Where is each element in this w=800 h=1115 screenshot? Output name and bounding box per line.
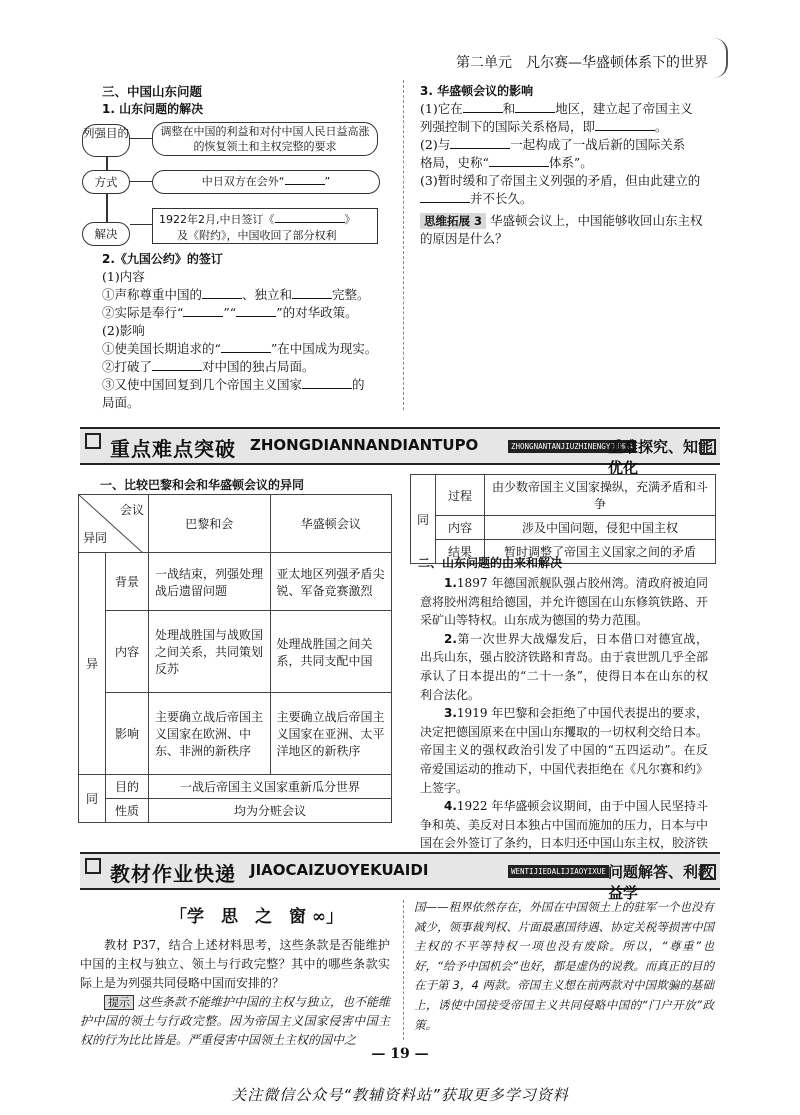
impact-item-3-cont: 局面。 bbox=[102, 395, 140, 410]
hint-continuation: 国——租界依然存在，外国在中国领土上的驻军一个也没有减少，领事裁判权、片面最惠国待遇、协定关税等损害中国主权的不平等特权一项也没有废除。所以，“尊重”也好，“给予中国机会”也好，都是虚伪的说教。而真正的目的在于第 3，4 两款。帝国主义想在前两款对中国欺骗的基础上，诱使中国接受帝国主义共同侵略中国的“门户开放”政策。 bbox=[414, 900, 714, 1032]
flow-arrow-3 bbox=[130, 224, 152, 225]
blank-r3[interactable] bbox=[420, 190, 470, 203]
compare-title: 一、比较巴黎和会和华盛顿会议的异同 bbox=[100, 478, 305, 492]
subsection-1-title: 1. 山东问题的解决 bbox=[102, 102, 204, 116]
row-label-result: 结果 bbox=[436, 540, 485, 564]
blank-c2-a[interactable] bbox=[183, 304, 223, 317]
impact-r3-cont: 并不长久。 bbox=[420, 190, 705, 208]
unit-header-title: 第二单元 凡尔赛—华盛顿体系下的世界 bbox=[456, 55, 708, 71]
flow-arrow-2 bbox=[130, 181, 152, 182]
impact-r2-cont: 格局，史称“ 体系”。 bbox=[420, 155, 593, 170]
blank-r1-a[interactable] bbox=[463, 100, 503, 113]
cell-process: 由少数帝国主义国家操纵，充满矛盾和斗争 bbox=[485, 475, 716, 516]
flow-method-text: 中日双方在会外“ bbox=[201, 175, 285, 188]
conference-impact-block bbox=[420, 100, 705, 248]
blank-c1-b[interactable] bbox=[292, 286, 332, 299]
row-label-impact: 影响 bbox=[106, 693, 149, 775]
row-label-process: 过程 bbox=[436, 475, 485, 516]
flow-arrow-1 bbox=[130, 138, 152, 139]
corner-top-label: 会议 bbox=[119, 503, 144, 517]
col-header-washington: 华盛顿会议 bbox=[270, 495, 392, 553]
flow-label-solution: 解决 bbox=[82, 222, 130, 246]
banner-key-points bbox=[80, 427, 720, 477]
blank-i1[interactable] bbox=[221, 340, 271, 353]
diff-label: 异 bbox=[79, 553, 106, 775]
col-header-paris: 巴黎和会 bbox=[149, 495, 271, 553]
section-3-title: 三、中国山东问题 bbox=[102, 84, 203, 99]
footer-note: 关注微信公众号“教辅资料站”获取更多学习资料 bbox=[231, 1086, 569, 1104]
cell-result: 暂时调整了帝国主义国家之间的矛盾 bbox=[485, 540, 716, 564]
flow-box-purpose: 调整在中国的利益和对付中国人民日益高涨的恢复领土和主权完整的要求 bbox=[152, 122, 378, 156]
cont-same-label: 同 bbox=[411, 475, 436, 564]
cell-content-paris: 处理战胜国与战败国之间关系，共同策划反苏 bbox=[149, 611, 271, 693]
flow-solution-line2: 及《附约》，中国收回了部分权利 bbox=[177, 229, 337, 242]
blank-r2-a[interactable] bbox=[450, 136, 510, 149]
origin-paragraph-4: 4.1922 年华盛顿会议期间，由于中国人民坚持斗争和英、美反对日本独占中国而施加的压力，日本与中国在会外签订了条约，日本归还中国山东主权，胶济铁 bbox=[420, 799, 709, 851]
banner2-chip: WENTIJIEDALIJIAOYIXUE bbox=[508, 865, 609, 878]
blank-i2[interactable] bbox=[152, 358, 202, 371]
blank-r1-b[interactable] bbox=[515, 100, 555, 113]
comparison-table-continued bbox=[410, 474, 716, 564]
cell-background-paris: 一战结束，列强处理战后遗留问题 bbox=[149, 553, 271, 611]
banner-main-title: 重点难点突破 bbox=[110, 437, 236, 461]
thinking-text-cont: 的原因是什么？ bbox=[420, 231, 508, 246]
page-number: — 19 — bbox=[371, 1046, 429, 1062]
row-label-background: 背景 bbox=[106, 553, 149, 611]
flow-method-end: ” bbox=[324, 175, 331, 188]
shandong-origin-title: 二、山东问题的由来和解决 bbox=[418, 556, 563, 570]
blank-i3[interactable] bbox=[302, 376, 352, 389]
banner2-main-title: 教材作业快递 bbox=[110, 862, 236, 886]
row-label-content2: 内容 bbox=[436, 516, 485, 540]
banner2-subtitle: 问题解答、利教益学 bbox=[608, 863, 714, 902]
cell-content2: 涉及中国问题，侵犯中国主权 bbox=[485, 516, 716, 540]
shandong-origin-body bbox=[420, 574, 708, 872]
flow-box-solution bbox=[152, 208, 378, 244]
nine-power-treaty-block bbox=[102, 268, 394, 412]
column-divider-top bbox=[403, 80, 404, 410]
blank-r2-b[interactable] bbox=[489, 154, 549, 167]
flow-solution-line1: 1922年2月,中日签订《 bbox=[159, 213, 275, 226]
content-label: (1)内容 bbox=[102, 269, 145, 284]
banner2-square-icon bbox=[85, 858, 101, 874]
banner-square-icon-right bbox=[700, 439, 716, 455]
blank-method[interactable] bbox=[285, 172, 325, 185]
table-corner-cell bbox=[79, 495, 149, 553]
subsection-2-title: 2.《九国公约》的签订 bbox=[102, 252, 223, 266]
impact-r3: (3)暂时缓和了帝国主义列强的矛盾，但由此建立的 bbox=[420, 173, 701, 188]
same-label: 同 bbox=[79, 775, 106, 823]
flow-box-method bbox=[152, 170, 380, 194]
corner-bottom-label: 异同 bbox=[83, 531, 108, 545]
hint-block: 提示 这些条款不能维护中国的主权与独立，也不能维护中国的领土与行政完整。因为帝国主义国家侵害中国主权的行为比比皆是。严重侵害中国领土主权的国中之 bbox=[80, 995, 390, 1047]
comparison-table bbox=[78, 494, 392, 823]
row-label-nature: 性质 bbox=[106, 799, 149, 823]
origin-paragraph-3: 3.1919 年巴黎和会拒绝了中国代表提出的要求，决定把德国原来在中国山东攫取的一切权利交给日本。帝国主义的强权政治引发了中国的“五四运动”。在反帝爱国运动的推动下，中国代表拒绝在《凡尔赛和约》上签字。 bbox=[420, 706, 709, 795]
subsection-3-title: 3. 华盛顿会议的影响 bbox=[420, 84, 534, 98]
content-item-2: ②实际是奉行“ ”“ ”的对华政策。 bbox=[102, 305, 358, 320]
thinking-expansion-3: 思维拓展 3 华盛顿会议上，中国能够收回山东主权 bbox=[420, 212, 705, 230]
question-text: 教材 P37，结合上述材料思考，这些条款是否能维护中国的主权与独立、领土与行政完整？其中的哪些条款实际上是为列强共同侵略中国而安排的？ bbox=[80, 938, 390, 990]
cell-impact-washington: 主要确立战后帝国主义国家在亚洲、太平洋地区的新秩序 bbox=[270, 693, 392, 775]
row-label-content: 内容 bbox=[106, 611, 149, 693]
flow-solution-line1-end: 》 bbox=[344, 213, 356, 226]
cell-purpose: 一战后帝国主义国家重新瓜分世界 bbox=[149, 775, 392, 799]
impact-item-1: ①使美国长期追求的“ ”在中国成为现实。 bbox=[102, 341, 378, 356]
cell-background-washington: 亚太地区列强矛盾尖锐、军备竞赛激烈 bbox=[270, 553, 392, 611]
banner2-square-icon-right bbox=[700, 864, 716, 880]
impact-item-3: ③又使中国回复到几个帝国主义国家 的 bbox=[102, 377, 365, 392]
banner2-pinyin: JIAOCAIZUOYEKUAIDI bbox=[250, 861, 429, 879]
row-label-purpose: 目的 bbox=[106, 775, 149, 799]
banner-square-icon bbox=[85, 433, 101, 449]
impact-r1: (1)它在 和 地区，建立起了帝国主义 bbox=[420, 101, 693, 116]
header-curve-decoration bbox=[712, 38, 728, 78]
banner-pinyin: ZHONGDIANNANDIANTUPO bbox=[250, 436, 479, 454]
blank-c1-a[interactable] bbox=[202, 286, 242, 299]
cell-nature: 均为分赃会议 bbox=[149, 799, 392, 823]
impact-item-2: ②打破了 对中国的独占局面。 bbox=[102, 359, 315, 374]
column-divider-bottom bbox=[403, 900, 404, 1040]
content-item-1: ①声称尊重中国的 、独立和 完整。 bbox=[102, 287, 370, 302]
learning-window-question bbox=[80, 936, 390, 1050]
cell-content-washington: 处理战胜国之间关系，共同支配中国 bbox=[270, 611, 392, 693]
thinking-tag: 思维拓展 3 bbox=[420, 213, 486, 229]
impact-r1-cont: 列强控制下的国际关系格局，即 。 bbox=[420, 119, 668, 134]
learning-window-title: 「学 思 之 窗 ∞」 bbox=[170, 907, 344, 927]
flow-label-method: 方式 bbox=[82, 170, 130, 194]
banner-homework bbox=[80, 852, 720, 902]
banner-chip: ZHONGNANTANJIUZHINENGYOUHUA bbox=[508, 440, 636, 453]
origin-paragraph-2: 2.第一次世界大战爆发后，日本借口对德宣战，出兵山东，强占胶济铁路和青岛。由于袁世凯几乎全部承认了日本提出的“二十一条”，使得日本在山东的权利合法化。 bbox=[420, 631, 709, 702]
blank-treaty[interactable] bbox=[275, 210, 345, 223]
blank-r1-c[interactable] bbox=[595, 118, 655, 131]
impact-r2: (2)与 一起构成了一战后新的国际关系 bbox=[420, 137, 686, 152]
hint-tag: 提示 bbox=[104, 995, 134, 1010]
flow-label-purpose: 列强目的 bbox=[82, 124, 130, 157]
impact-label: (2)影响 bbox=[102, 323, 145, 338]
origin-paragraph-1: 1.1897 年德国派舰队强占胶州湾。清政府被迫同意将胶州湾租给德国，并允许德国在山东修筑铁路、开采矿山等特权。山东成为德国的势力范围。 bbox=[420, 576, 709, 628]
cell-impact-paris: 主要确立战后帝国主义国家在欧洲、中东、非洲的新秩序 bbox=[149, 693, 271, 775]
blank-c2-b[interactable] bbox=[236, 304, 276, 317]
banner-subtitle: 重难探究、知能优化 bbox=[608, 438, 714, 477]
